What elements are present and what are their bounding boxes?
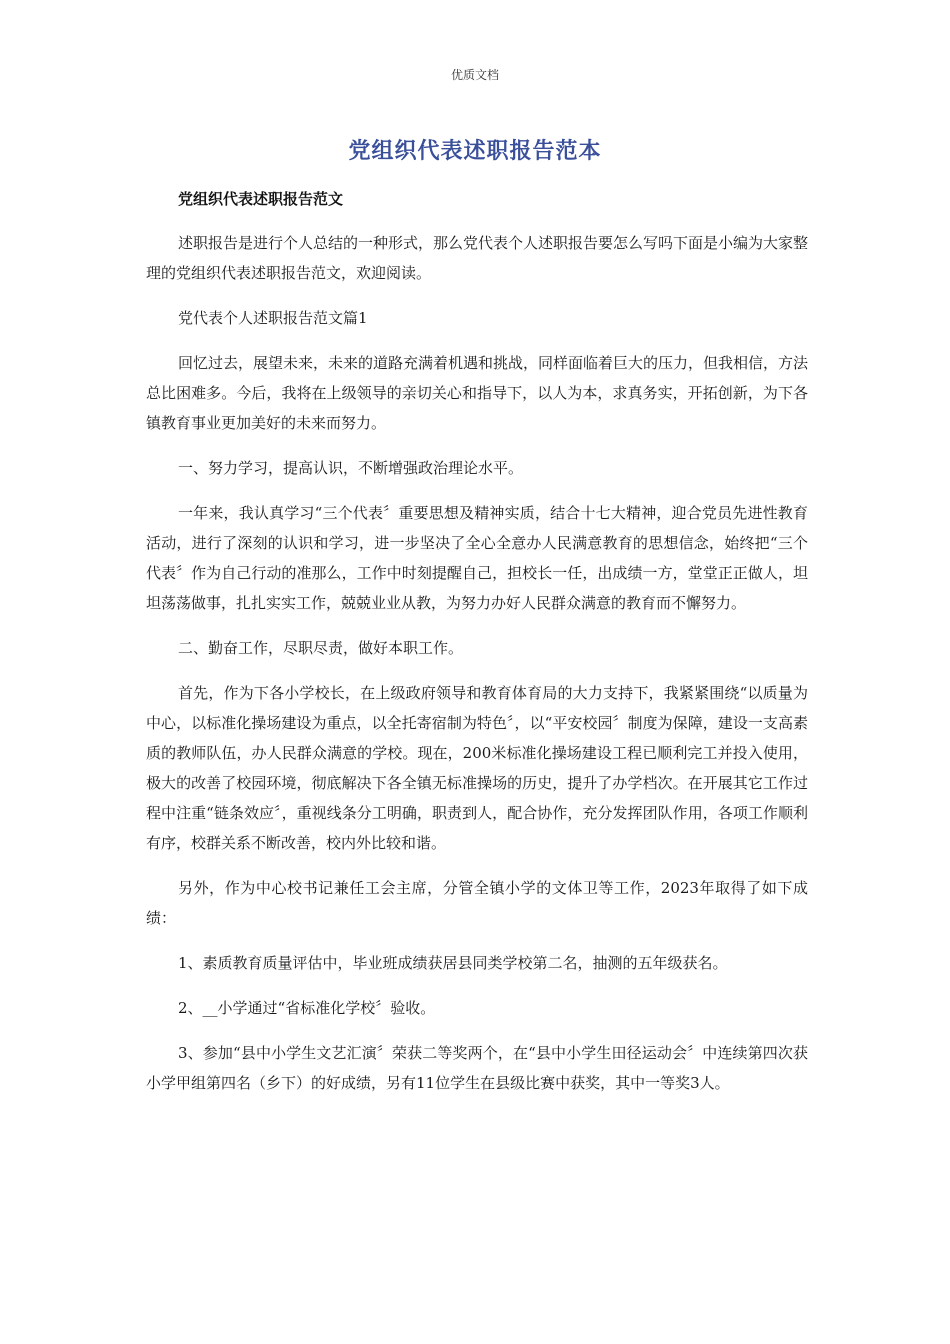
paragraph-intro: 述职报告是进行个人总结的一种形式，那么党代表个人述职报告要怎么写吗下面是小编为大家整理的党组织代表述职报告范文，欢迎阅读。 [146, 234, 809, 282]
paragraph: 首先，作为下各小学校长，在上级政府领导和教育体育局的大力支持下，我紧紧围绕“以质量为中心，以标准化操场建设为重点，以全托寄宿制为特色〞，以“平安校园〞制度为保障，建设一支高素质的教师队伍，办人民群众满意的学校。现在，200米标准化操场建设工程已顺利完工并投入使用，极大的改善了校园环境，彻底解决下各全镇无标准操场的历史，提升了办学档次。在开展其它工作过程中注重“链条效应〞，重视线条分工明确，职责到人，配合协作，充分发挥团队作用，各项工作顺利有序，校群关系不断改善，校内外比较和谐。 [146, 684, 808, 852]
paragraph: 另外，作为中心校书记兼任工会主席，分管全镇小学的文体卫等工作，2023年取得了如下成绩： [146, 879, 808, 927]
paragraph-heading-1: 一、努力学习，提高认识，不断增强政治理论水平。 [178, 459, 524, 477]
list-item: 2、__小学通过“省标准化学校〞验收。 [178, 999, 436, 1017]
paragraph-section-title: 党代表个人述职报告范文篇1 [178, 309, 368, 327]
paragraph-heading-2: 二、勤奋工作，尽职尽责，做好本职工作。 [178, 639, 464, 657]
page-header: 优质文档 [450, 68, 499, 82]
list-item: 3、参加“县中小学生文艺汇演〞荣获二等奖两个，在“县中小学生田径运动会〞中连续第四次获小学甲组第四名（乡下）的好成绩，另有11位学生在县级比赛中获奖，其中一等奖3人。 [146, 1044, 808, 1092]
paragraph: 一年来，我认真学习“三个代表〞重要思想及精神实质，结合十七大精神，迎合党员先进性教育活动，进行了深刻的认识和学习，进一步坚决了全心全意办人民满意教育的思想信念，始终把“三个代表〞作为自己行动的准那么，工作中时刻提醒自己，担校长一任，出成绩一方，堂堂正正做人，坦坦荡荡做事，扎扎实实工作，兢兢业业从教，为努力办好人民群众满意的教育而不懈努力。 [146, 504, 808, 612]
list-item: 1、素质教育质量评估中，毕业班成绩获居县同类学校第二名，抽测的五年级获名。 [178, 954, 728, 972]
document-body [146, 228, 808, 1113]
document-subtitle: 党组织代表述职报告范文 [178, 190, 344, 208]
document-title: 党组织代表述职报告范本 [348, 139, 602, 164]
paragraph: 回忆过去，展望未来，未来的道路充满着机遇和挑战，同样面临着巨大的压力，但我相信，方法总比困难多。今后，我将在上级领导的亲切关心和指导下，以人为本，求真务实，开拓创新，为下各镇教育事业更加美好的未来而努力。 [146, 354, 809, 432]
